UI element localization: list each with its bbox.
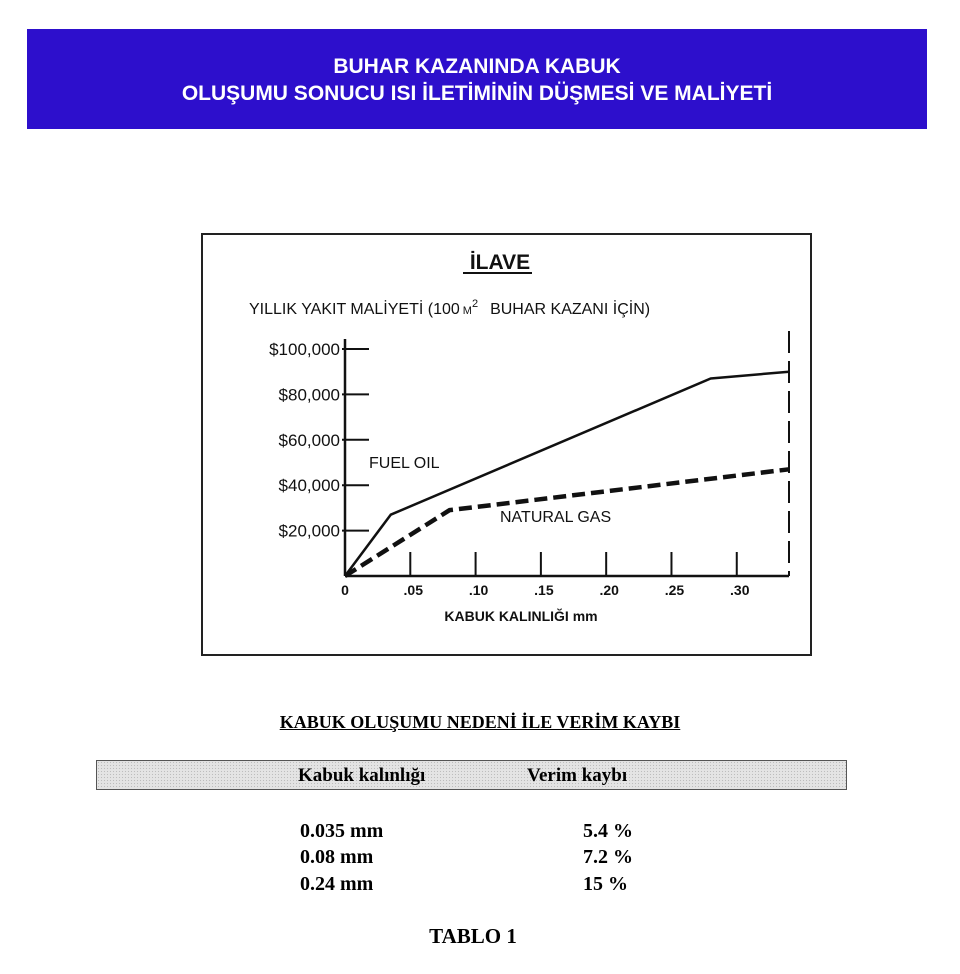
table-cell-thickness-1: 0.035 mm: [300, 820, 384, 842]
x-tick-label: .20: [599, 582, 619, 598]
table-cell-loss-2: 7.2 %: [583, 846, 633, 868]
chart-title: YILLIK YAKIT MALİYETİ (100 $M^2$ BUHAR KAZANI İÇİN): [249, 298, 651, 318]
cost-chart: [201, 233, 812, 656]
table-header-bar: [96, 760, 847, 790]
series-label-natural-gas: NATURAL GAS: [500, 509, 612, 526]
table-title: KABUK OLUŞUMU NEDENİ İLE VERİM KAYBI: [279, 712, 681, 732]
table-cell-thickness-3: 0.24 mm: [300, 873, 374, 895]
title-line-1: BUHAR KAZANINDA KABUK: [333, 55, 621, 78]
title-line-2: OLUŞUMU SONUCU ISI İLETİMİNİN DÜŞMESİ VE MALİYETİ: [181, 82, 773, 105]
y-tick-label: $80,000: [278, 385, 340, 405]
table-cell-thickness-2: 0.08 mm: [300, 846, 374, 868]
title-banner: [27, 29, 927, 129]
x-tick-label: 0: [341, 582, 349, 598]
table-caption: TABLO 1: [429, 924, 517, 948]
y-tick-label: $20,000: [278, 521, 340, 541]
table-cell-loss-3: 15 %: [583, 873, 628, 895]
x-tick-label: .30: [730, 582, 750, 598]
y-tick-label: $40,000: [278, 476, 340, 496]
x-tick-label: .25: [664, 582, 685, 598]
x-axis-label: KABUK KALINLIĞI mm: [444, 608, 598, 624]
x-tick-label: .15: [534, 582, 554, 598]
x-tick-label: .05: [403, 582, 424, 598]
series-line-fuel-oil: [345, 372, 789, 576]
x-tick-label: .10: [468, 582, 489, 598]
table-cell-loss-1: 5.4 %: [583, 820, 633, 842]
y-tick-label: $60,000: [278, 430, 340, 450]
column-header-efficiency-loss: Verim kaybı: [527, 765, 628, 786]
y-tick-label: $100,000: [269, 340, 340, 359]
series-label-fuel-oil: FUEL OIL: [369, 455, 440, 472]
column-header-thickness: Kabuk kalınlığı: [298, 765, 426, 786]
chart-svg: [203, 235, 810, 654]
chart-heading: İLAVE: [469, 251, 531, 274]
